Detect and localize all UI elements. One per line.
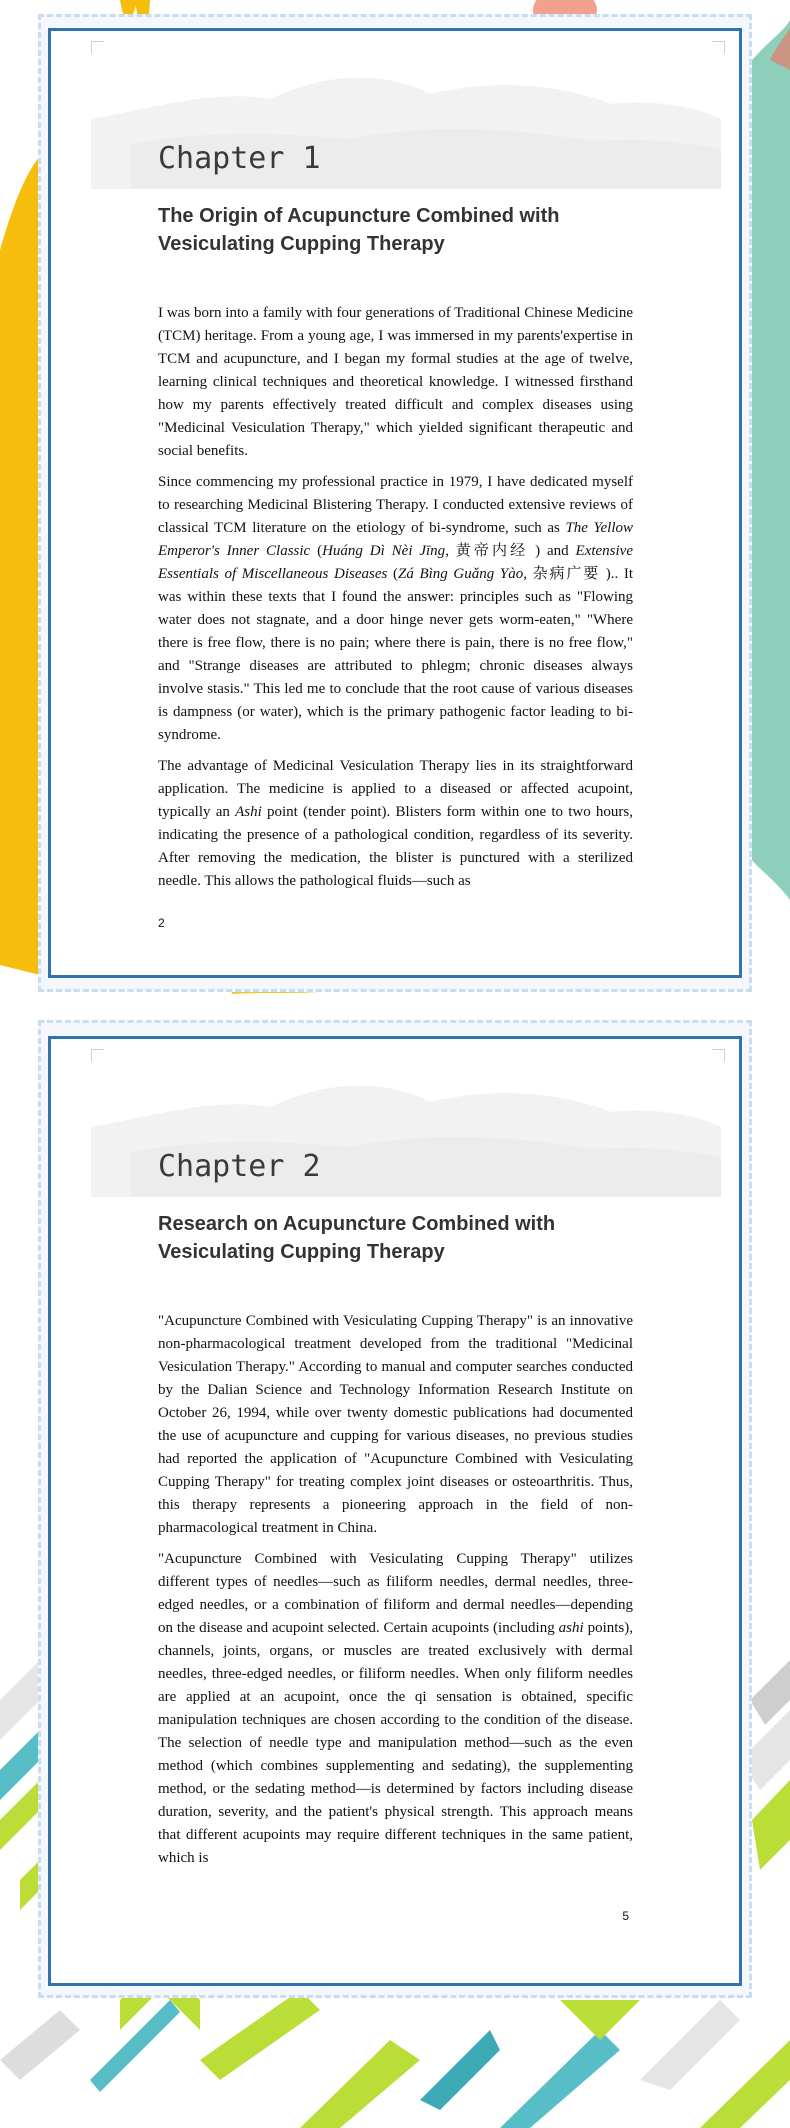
- page-1-content: [158, 141, 633, 901]
- chapter-title: The Origin of Acupuncture Combined with Vesiculating Cupping Therapy: [158, 205, 560, 255]
- text-run: "Acupuncture Combined with Vesiculating Cupping Therapy" utilizes different types of needles—such as filiform needles, dermal needles, three-edged needles, or a combination of filiform and dermal needles—depending on the disease and acupoint selected. Certain acupoints (including: [158, 1551, 633, 1636]
- text-run: "Acupuncture Combined with Vesiculating Cupping Therapy" is an innovative non-pharmacological treatment developed from the traditional "Medicinal Vesiculation Therapy." According to manual and computer searches conducted by the Dalian Science and Technology Information Research Institute on October 26, 1994, while over twenty domestic publications had documented the use of acupuncture and cupping for various diseases, no previous studies had reported the application of "Acupuncture Combined with Vesiculating Cupping Therapy" for treating complex joint diseases or osteoarthritis. Thus, this therapy represents a pioneering approach in the field of non-pharmacological treatment in China.: [158, 1313, 633, 1536]
- text-run: I was born into a family with four generations of Traditional Chinese Medicine (TCM) heritage. From a young age, I was immersed in my parents'expertise in TCM and acupuncture, and I began my formal studies at the age of twelve, learning clinical techniques and theoretical knowledge. I witnessed firsthand how my parents effectively treated difficult and complex diseases using "Medicinal Vesiculation Therapy," which yielded significant therapeutic and social benefits.: [158, 305, 633, 459]
- crop-mark-top-left: [91, 1049, 104, 1062]
- text-run: , 杂病广要 ).. It was within these texts that I found the answer: principles such as "Flowing water does not stagnate, and a door hinge never gets worm-eaten," "Where there is free flow, there is no pain; where there is pain, there is no free flow," and "Strange diseases are attributed to phlegm; chronic diseases always involve stasis." This led me to conclude that the root cause of various diseases is dampness (or water), which is the primary pathogenic factor leading to bi-syndrome.: [158, 566, 633, 743]
- italic-text-run: Extensive Essentials of Miscellaneous Diseases: [158, 543, 633, 582]
- paragraph: [158, 302, 633, 463]
- crop-mark-top-right: [712, 41, 725, 54]
- paragraph: [158, 471, 633, 747]
- paragraph: [158, 755, 633, 893]
- page-2-content: [158, 1149, 633, 1878]
- italic-text-run: The Yellow Emperor's Inner Classic: [158, 520, 634, 559]
- italic-text-run: Zá Bìng Guǎng Yào: [397, 566, 524, 582]
- italic-text-run: ashi: [558, 1620, 584, 1636]
- italic-text-run: Ashi: [235, 804, 262, 820]
- page-2: [48, 1036, 742, 1986]
- chapter-label: Chapter 2: [158, 1149, 321, 1184]
- text-run: Since commencing my professional practice in 1979, I have dedicated myself to researching Medicinal Blistering Therapy. I conducted extensive reviews of classical TCM literature on the etiology of bi-syndrome, such as: [158, 474, 633, 536]
- text-run: The advantage of Medicinal Vesiculation Therapy lies in its straightforward application. The medicine is applied to a diseased or affected acupoint, typically an: [158, 758, 633, 820]
- crop-mark-top-right: [712, 1049, 725, 1062]
- page-number: 5: [622, 1909, 629, 1923]
- italic-text-run: Huáng Dì Nèi Jīng: [322, 543, 446, 559]
- chapter-label: Chapter 1: [158, 141, 321, 176]
- page-number: 2: [158, 916, 165, 930]
- crop-mark-top-left: [91, 41, 104, 54]
- paragraph: [158, 1548, 633, 1870]
- text-run: points), channels, joints, organs, or muscles are treated exclusively with dermal needles, three-edged needles, or filiform needles. When only filiform needles are applied at an acupoint, once the qi sensation is obtained, specific manipulation techniques are chosen according to the condition of the disease. The selection of needle type and manipulation method—such as the even method (which combines supplementing and sedating), the supplementing method, or the sedating method—is determined by factors including disease duration, severity, and the patient's physical strength. This approach means that different acupoints may require different techniques in the same patient, which is: [158, 1620, 634, 1866]
- text-run: (: [387, 566, 398, 582]
- text-run: , 黄帝内经 ) and: [445, 543, 576, 559]
- chapter-title: Research on Acupuncture Combined with Vesiculating Cupping Therapy: [158, 1213, 556, 1263]
- page-1: [48, 28, 742, 978]
- teal-brush-stroke: [752, 20, 790, 900]
- paragraph: [158, 1310, 633, 1540]
- text-run: point (tender point). Blisters form within one to two hours, indicating the presence of a pathological condition, regardless of its severity. After removing the medication, the blister is punctured with a sterilized needle. This allows the pathological fluids—such as: [158, 804, 633, 889]
- text-run: (: [310, 543, 323, 559]
